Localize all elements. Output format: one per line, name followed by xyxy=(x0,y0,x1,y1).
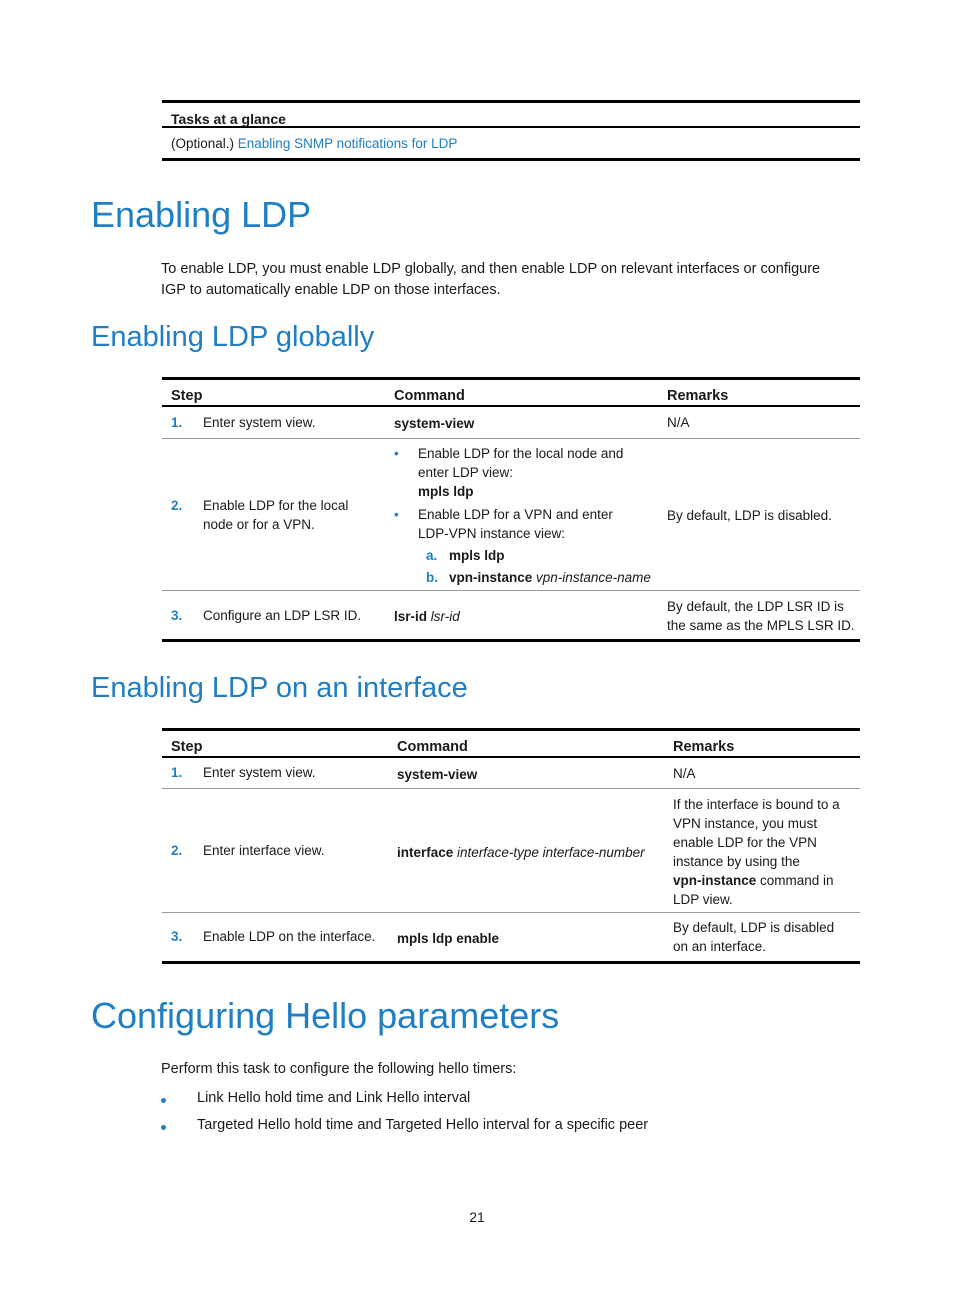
globally-steps-table xyxy=(162,377,860,642)
command-bullet-line: Enable LDP for the local node and xyxy=(418,446,624,461)
table-row xyxy=(162,789,860,913)
para-line: IGP to automatically enable LDP on those interfaces. xyxy=(161,282,501,298)
step-number: 1. xyxy=(171,765,183,780)
remarks-line: By default, LDP is disabled xyxy=(673,920,835,935)
remarks-line: If the interface is bound to a xyxy=(673,797,840,812)
remarks-line: enable LDP for the VPN xyxy=(673,835,817,850)
header-command: Command xyxy=(397,739,468,755)
step-description: Enter system view. xyxy=(203,765,316,780)
bullet-icon xyxy=(161,1098,166,1103)
command-argument: interface-type interface-number xyxy=(457,845,645,860)
remarks-line: By default, the LDP LSR ID is xyxy=(667,599,844,614)
table-row xyxy=(162,758,860,789)
step-number: 2. xyxy=(171,498,183,513)
command: vpn-instance xyxy=(449,570,533,585)
remarks-line: LDP view. xyxy=(673,892,733,907)
inline-command: vpn-instance xyxy=(673,873,757,888)
remarks: N/A xyxy=(667,415,690,430)
command: lsr-id xyxy=(394,609,428,624)
substep-label: b. xyxy=(426,570,438,585)
header-remarks: Remarks xyxy=(673,739,735,755)
header-step: Step xyxy=(171,739,203,755)
remarks-line xyxy=(673,871,834,890)
remarks-line: instance by using the xyxy=(673,854,800,869)
command: system-view xyxy=(394,416,475,431)
step-description: Configure an LDP LSR ID. xyxy=(203,608,362,623)
header-remarks: Remarks xyxy=(667,388,729,404)
remarks: N/A xyxy=(673,766,696,781)
command-argument: lsr-id xyxy=(430,609,460,624)
para-line: To enable LDP, you must enable LDP globally, and then enable LDP on relevant interfaces or configure xyxy=(161,261,821,277)
command-bullet-line: LDP-VPN instance view: xyxy=(418,526,566,541)
step-description: Enter system view. xyxy=(203,415,316,430)
command-bullet-line: Enable LDP for a VPN and enter xyxy=(418,507,613,522)
step-description: Enable LDP on the interface. xyxy=(203,929,376,944)
step-number: 3. xyxy=(171,608,183,623)
table-row xyxy=(162,591,860,639)
command-argument: vpn-instance-name xyxy=(536,570,651,585)
section-title-enabling-ldp: Enabling LDP xyxy=(91,194,312,235)
command-with-arg xyxy=(397,843,645,862)
command-with-arg xyxy=(449,568,651,587)
step-number: 2. xyxy=(171,843,183,858)
table-row xyxy=(162,913,860,961)
tasks-row-prefix: (Optional.) xyxy=(171,136,238,151)
snmp-notifications-link[interactable]: Enabling SNMP notifications for LDP xyxy=(237,136,458,151)
step-description: Enter interface view. xyxy=(203,843,325,858)
table-header xyxy=(162,380,860,407)
remarks-line: on an interface. xyxy=(673,939,767,954)
enabling-ldp-paragraph xyxy=(161,259,820,301)
bullet-icon: • xyxy=(394,446,399,461)
command: mpls ldp xyxy=(418,484,474,499)
command: system-view xyxy=(397,767,478,782)
step-number: 3. xyxy=(171,929,183,944)
remarks-text: command in xyxy=(756,873,834,888)
table-row xyxy=(162,439,860,591)
interface-steps-table xyxy=(162,728,860,964)
remarks-line: the same as the MPLS LSR ID. xyxy=(667,618,855,633)
command-bullet-line: enter LDP view: xyxy=(418,465,514,480)
list-item-text: Targeted Hello hold time and Targeted Hello interval for a specific peer xyxy=(197,1117,649,1133)
command: mpls ldp enable xyxy=(397,931,500,946)
step-description-line: Enable LDP for the local xyxy=(203,498,349,513)
list-item-text: Link Hello hold time and Link Hello interval xyxy=(197,1090,471,1106)
bullet-icon xyxy=(161,1125,166,1130)
command-with-arg xyxy=(394,607,460,626)
section-title-enabling-ldp-interface: Enabling LDP on an interface xyxy=(91,672,468,704)
page-number: 21 xyxy=(469,1209,485,1225)
remarks: By default, LDP is disabled. xyxy=(667,508,832,523)
table-row xyxy=(162,407,860,439)
hello-intro: Perform this task to configure the following hello timers: xyxy=(161,1061,517,1077)
tasks-table xyxy=(162,100,860,161)
header-command: Command xyxy=(394,388,465,404)
header-step: Step xyxy=(171,388,203,404)
command: mpls ldp xyxy=(449,548,505,563)
bullet-icon: • xyxy=(394,507,399,522)
command: interface xyxy=(397,845,454,860)
tasks-row xyxy=(162,128,860,161)
section-title-enabling-ldp-globally: Enabling LDP globally xyxy=(91,321,375,353)
step-description-line: node or for a VPN. xyxy=(203,517,315,532)
tasks-header: Tasks at a glance xyxy=(162,100,860,128)
section-title-configuring-hello: Configuring Hello parameters xyxy=(91,995,560,1036)
remarks-line: VPN instance, you must xyxy=(673,816,818,831)
table-header xyxy=(162,731,860,758)
step-number: 1. xyxy=(171,415,183,430)
substep-label: a. xyxy=(426,548,438,563)
